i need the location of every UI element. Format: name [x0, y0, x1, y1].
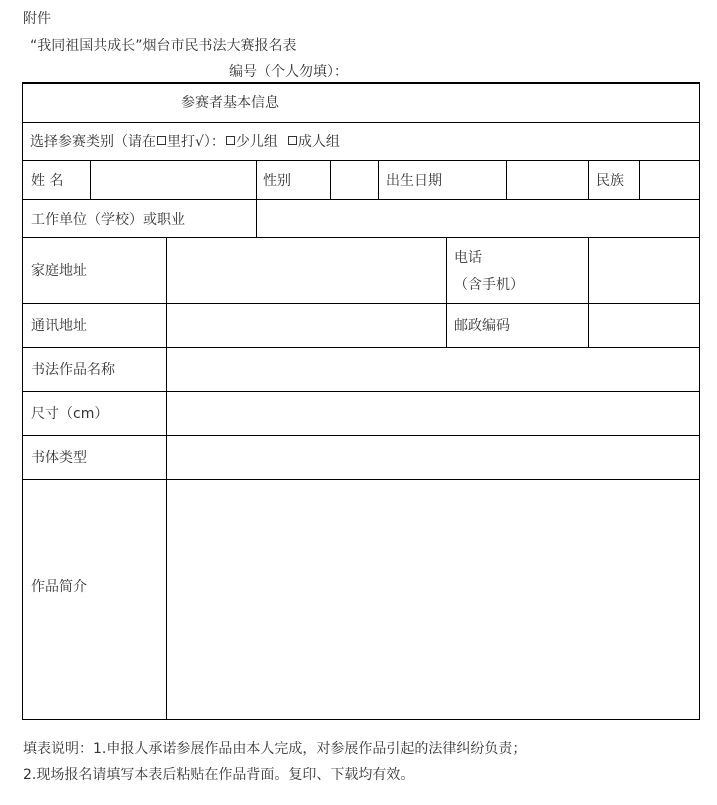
children-group-checkbox[interactable]: [226, 136, 235, 145]
workplace-field[interactable]: [257, 200, 699, 237]
form-title: “我同祖国共成长”烟台市民书法大赛报名表: [30, 38, 297, 54]
category-suffix: 里打√）：: [167, 134, 225, 150]
section-title: 参赛者基本信息: [181, 95, 279, 111]
birth-date-field[interactable]: [507, 161, 588, 199]
phone-label-line1: 电话: [454, 250, 482, 266]
notes-line-1: 填表说明：1.申报人承诺参展作品由本人完成，对参展作品引起的法律纠纷负责；: [23, 741, 527, 757]
postcode-field[interactable]: [589, 304, 699, 347]
table-rule: [22, 122, 700, 123]
phone-label-line2: （含手机）: [454, 277, 524, 293]
home-address-field[interactable]: [167, 238, 446, 303]
table-rule: [378, 160, 379, 199]
gender-field[interactable]: [331, 161, 378, 199]
category-row: [30, 134, 340, 150]
postcode-label: 邮政编码: [454, 318, 510, 334]
birth-date-label: 出生日期: [386, 173, 442, 189]
size-field[interactable]: [167, 392, 699, 435]
table-rule: [588, 160, 589, 199]
table-border-bottom: [22, 719, 700, 720]
category-prefix: 选择参赛类别（请在: [30, 134, 156, 150]
name-label: 姓 名: [31, 173, 64, 189]
serial-number-label: 编号（个人勿填）：: [229, 64, 348, 80]
ethnicity-field[interactable]: [640, 161, 699, 199]
adult-group-checkbox[interactable]: [288, 136, 297, 145]
work-intro-label: 作品简介: [31, 579, 87, 595]
phone-field[interactable]: [589, 238, 699, 303]
ethnicity-label: 民族: [596, 173, 624, 189]
gender-label: 性别: [263, 173, 291, 189]
checkbox-icon: [157, 136, 166, 145]
size-label: 尺寸（cm）: [31, 406, 109, 422]
home-address-label: 家庭地址: [31, 263, 87, 279]
mail-address-field[interactable]: [167, 304, 446, 347]
mail-address-label: 通讯地址: [31, 318, 87, 334]
children-group-label: 少儿组: [235, 134, 278, 150]
work-title-label: 书法作品名称: [31, 362, 115, 378]
attachment-label: 附件: [23, 11, 51, 27]
table-border-left: [22, 82, 23, 720]
calligraphy-style-label: 书体类型: [31, 450, 87, 466]
name-field[interactable]: [91, 161, 256, 199]
work-title-field[interactable]: [167, 348, 699, 391]
notes-line-2: 2.现场报名请填写本表后粘贴在作品背面。复印、下载均有效。: [23, 767, 415, 783]
work-intro-field[interactable]: [167, 480, 699, 719]
table-border-top: [22, 82, 700, 84]
table-rule: [446, 237, 447, 347]
table-border-right: [699, 82, 700, 720]
workplace-label: 工作单位（学校）或职业: [31, 212, 185, 228]
table-rule: [256, 160, 257, 199]
adult-group-label: 成人组: [297, 134, 340, 150]
calligraphy-style-field[interactable]: [167, 436, 699, 479]
